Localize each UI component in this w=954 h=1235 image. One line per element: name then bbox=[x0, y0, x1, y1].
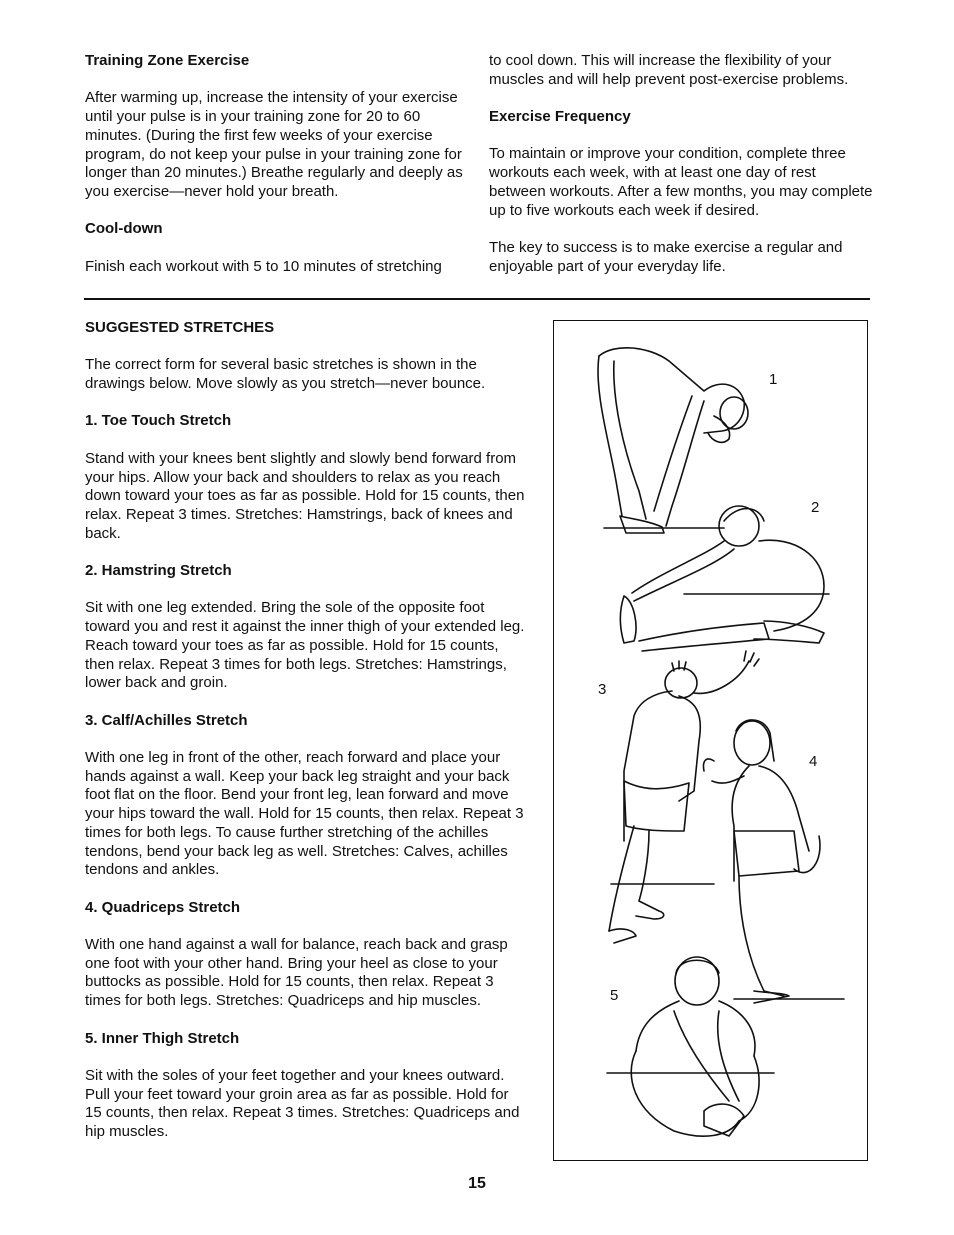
stretch-2-title: 2. Hamstring Stretch bbox=[85, 562, 232, 580]
stretch-1-body: Stand with your knees bent slightly and slowly bend forward from your hips. Allow your back and shoulders to relax as you reach down toward your toes as far as possible. Hold for 15 counts, then relax. Repeat 3 times. Stretches: Hamstrings, back of knees and back. bbox=[85, 449, 525, 542]
stretches-intro: The correct form for several basic stretches is shown in the drawings below. Move slowly as you stretch—never bounce. bbox=[85, 356, 486, 393]
calf-achilles-figure bbox=[609, 651, 759, 943]
cool-down-continued bbox=[489, 52, 874, 89]
toe-touch-figure bbox=[598, 348, 748, 533]
exercise-frequency-heading: Exercise Frequency bbox=[489, 108, 631, 126]
exercise-frequency-body: To maintain or improve your condition, complete three workouts each week, with at least one day of rest between workouts. After a few months, you may complete up to five workouts each week if desired. bbox=[489, 145, 873, 219]
cool-down-continued-text: to cool down. This will increase the flexibility of your muscles and will help prevent post-exercise problems. bbox=[489, 52, 849, 88]
training-zone-body: After warming up, increase the intensity of your exercise until your pulse is in your training zone for 20 to 60 minutes. (During the first few weeks of your exercise program, do not keep your pulse in your training zone for longer than 20 minutes.) Breathe regularly and deeply as you exercise—never hold your breath. bbox=[85, 89, 463, 200]
stretch-4-title: 4. Quadriceps Stretch bbox=[85, 898, 241, 916]
figure-1-label: 1 bbox=[769, 371, 778, 388]
section-divider bbox=[84, 298, 870, 300]
quadriceps-figure bbox=[703, 720, 844, 1003]
top-left-column bbox=[85, 52, 465, 276]
figure-2-label: 2 bbox=[811, 499, 820, 516]
stretch-2-body: Sit with one leg extended. Bring the sole of the opposite foot toward you and rest it against the inner thigh of your extended leg. Reach toward your toes as far as possible. Hold for 15 counts, then relax. Repeat 3 times for both legs. Stretches: Hamstrings, lower back and groin. bbox=[85, 599, 525, 692]
stretch-5-body: Sit with the soles of your feet together and your knees outward. Pull your feet toward your groin area as far as possible. Hold for 15 counts, then relax. Repeat 3 times. Stretches: Quadriceps and hip muscles. bbox=[85, 1066, 520, 1141]
stretches-heading: SUGGESTED STRETCHES bbox=[85, 319, 275, 336]
inner-thigh-figure bbox=[607, 957, 774, 1136]
exercise-frequency-key: The key to success is to make exercise a regular and enjoyable part of your everyday life. bbox=[489, 238, 843, 275]
figure-5-label: 5 bbox=[610, 987, 619, 1004]
figure-3-label: 3 bbox=[598, 681, 607, 698]
top-right-column bbox=[489, 52, 874, 276]
stretch-3-title: 3. Calf/Achilles Stretch bbox=[85, 711, 248, 729]
stretches-column bbox=[85, 319, 525, 1142]
stretch-drawings bbox=[554, 321, 869, 1162]
stretch-illustrations bbox=[553, 320, 868, 1161]
page-number: 15 bbox=[468, 1175, 486, 1192]
stretch-3-body: With one leg in front of the other, reach forward and place your hands against a wall. Keep your back leg straight and your back foot flat on the floor. Bend your front leg, lean forward and move your hips toward the wall. Hold for 15 counts, then relax. Repeat 3 times for both legs. To cause further stretching of the achilles tendons, bend your back leg as well. Stretches: Calves, achilles tendons and ankles. bbox=[85, 749, 524, 879]
stretch-5-title: 5. Inner Thigh Stretch bbox=[85, 1029, 240, 1047]
stretch-1-title: 1. Toe Touch Stretch bbox=[85, 412, 232, 430]
stretch-4-body: With one hand against a wall for balance, reach back and grasp one foot with your other hand. Bring your heel as close to your buttocks as possible. Hold for 15 counts, then relax. Repeat 3 times for both legs. Stretches: Quadriceps and hip muscles. bbox=[85, 936, 508, 1010]
figure-4-label: 4 bbox=[809, 753, 818, 770]
cool-down-body: Finish each workout with 5 to 10 minutes of stretching bbox=[85, 257, 442, 275]
training-zone-heading: Training Zone Exercise bbox=[85, 52, 250, 69]
cool-down-heading: Cool-down bbox=[85, 220, 163, 238]
